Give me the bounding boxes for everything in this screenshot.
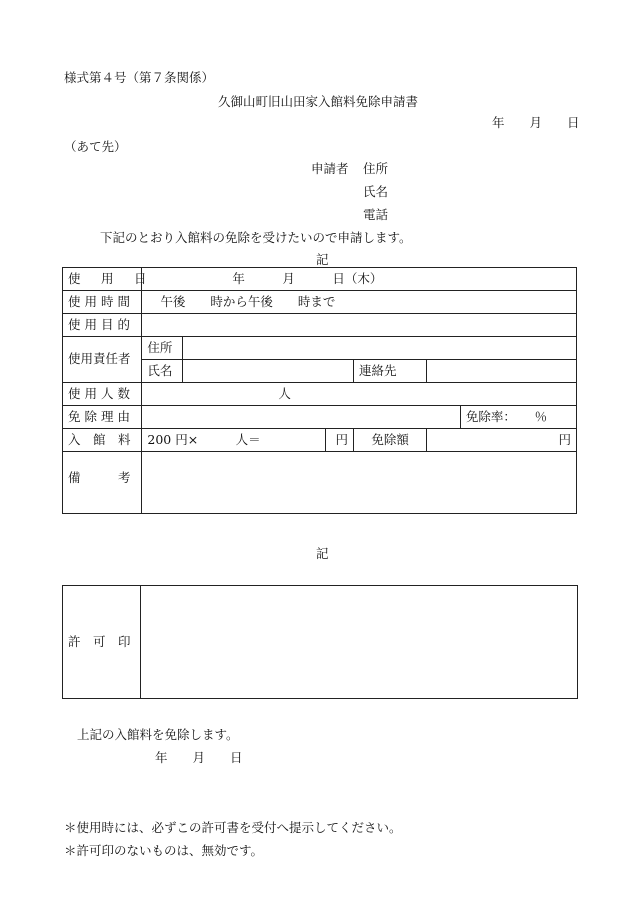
note-1: ＊使用時には、必ずこの許可書を受付へ提示してください。 (64, 820, 402, 835)
row-fee (63, 429, 577, 452)
row-responsible-address (63, 337, 577, 360)
use-date-label: 使 用 日 (63, 268, 142, 291)
row-use-date (63, 268, 577, 291)
addressee: （あて先） (64, 139, 127, 154)
approval-text: 上記の入館料を免除します。 (77, 727, 239, 742)
resp-name-label: 氏名 (142, 360, 183, 383)
people-label: 使用人数 (63, 383, 142, 406)
applicant-name-label: 氏名 (363, 184, 389, 199)
reason-value[interactable] (142, 406, 461, 429)
use-date-value[interactable]: 年 月 日（木） (142, 268, 577, 291)
row-remarks (63, 452, 577, 514)
permit-stamp-area (141, 586, 578, 699)
row-use-time (63, 291, 577, 314)
applicant-phone-label: 電話 (363, 207, 389, 222)
fee-label: 入 館 料 (63, 429, 142, 452)
purpose-value[interactable] (142, 314, 577, 337)
contact-value[interactable] (427, 360, 577, 383)
resp-address-value[interactable] (183, 337, 577, 360)
use-time-value[interactable]: 午後 時から午後 時まで (142, 291, 577, 314)
exempt-yen[interactable]: 円 (427, 429, 577, 452)
form-number: 様式第４号（第７条関係） (64, 70, 215, 85)
permit-stamp-label: 許 可 印 (63, 586, 141, 699)
document-title: 久御山町旧山田家入館料免除申請書 (218, 94, 419, 109)
contact-label: 連絡先 (354, 360, 427, 383)
row-reason (63, 406, 577, 429)
remarks-label: 備 考 (63, 452, 142, 514)
reason-label: 免除理由 (63, 406, 142, 429)
date-line: 年 月 日 (492, 115, 580, 130)
fee-formula[interactable]: 200 円× 人＝ (142, 429, 325, 452)
remarks-value[interactable] (142, 452, 577, 514)
resp-address-label: 住所 (142, 337, 183, 360)
row-purpose (63, 314, 577, 337)
people-unit[interactable]: 人 (142, 383, 577, 406)
row-people (63, 383, 577, 406)
fee-yen: 円 (325, 429, 353, 452)
intro-text: 下記のとおり入館料の免除を受けたいので申請します。 (100, 230, 412, 245)
application-table (62, 267, 577, 514)
ki-heading-1: 記 (316, 252, 329, 267)
use-time-label: 使用時間 (63, 291, 142, 314)
approval-date: 年 月 日 (155, 750, 243, 765)
responsible-label: 使用責任者 (63, 337, 142, 383)
rate-label[interactable]: 免除率： ％ (460, 406, 576, 429)
permit-table (62, 585, 578, 699)
purpose-label: 使用目的 (63, 314, 142, 337)
exempt-label: 免除額 (354, 429, 427, 452)
applicant-label: 申請者 (311, 161, 349, 176)
ki-heading-2: 記 (316, 546, 329, 561)
resp-name-value[interactable] (183, 360, 354, 383)
note-2: ＊許可印のないものは、無効です。 (64, 843, 264, 858)
applicant-address-label: 住所 (363, 161, 389, 176)
